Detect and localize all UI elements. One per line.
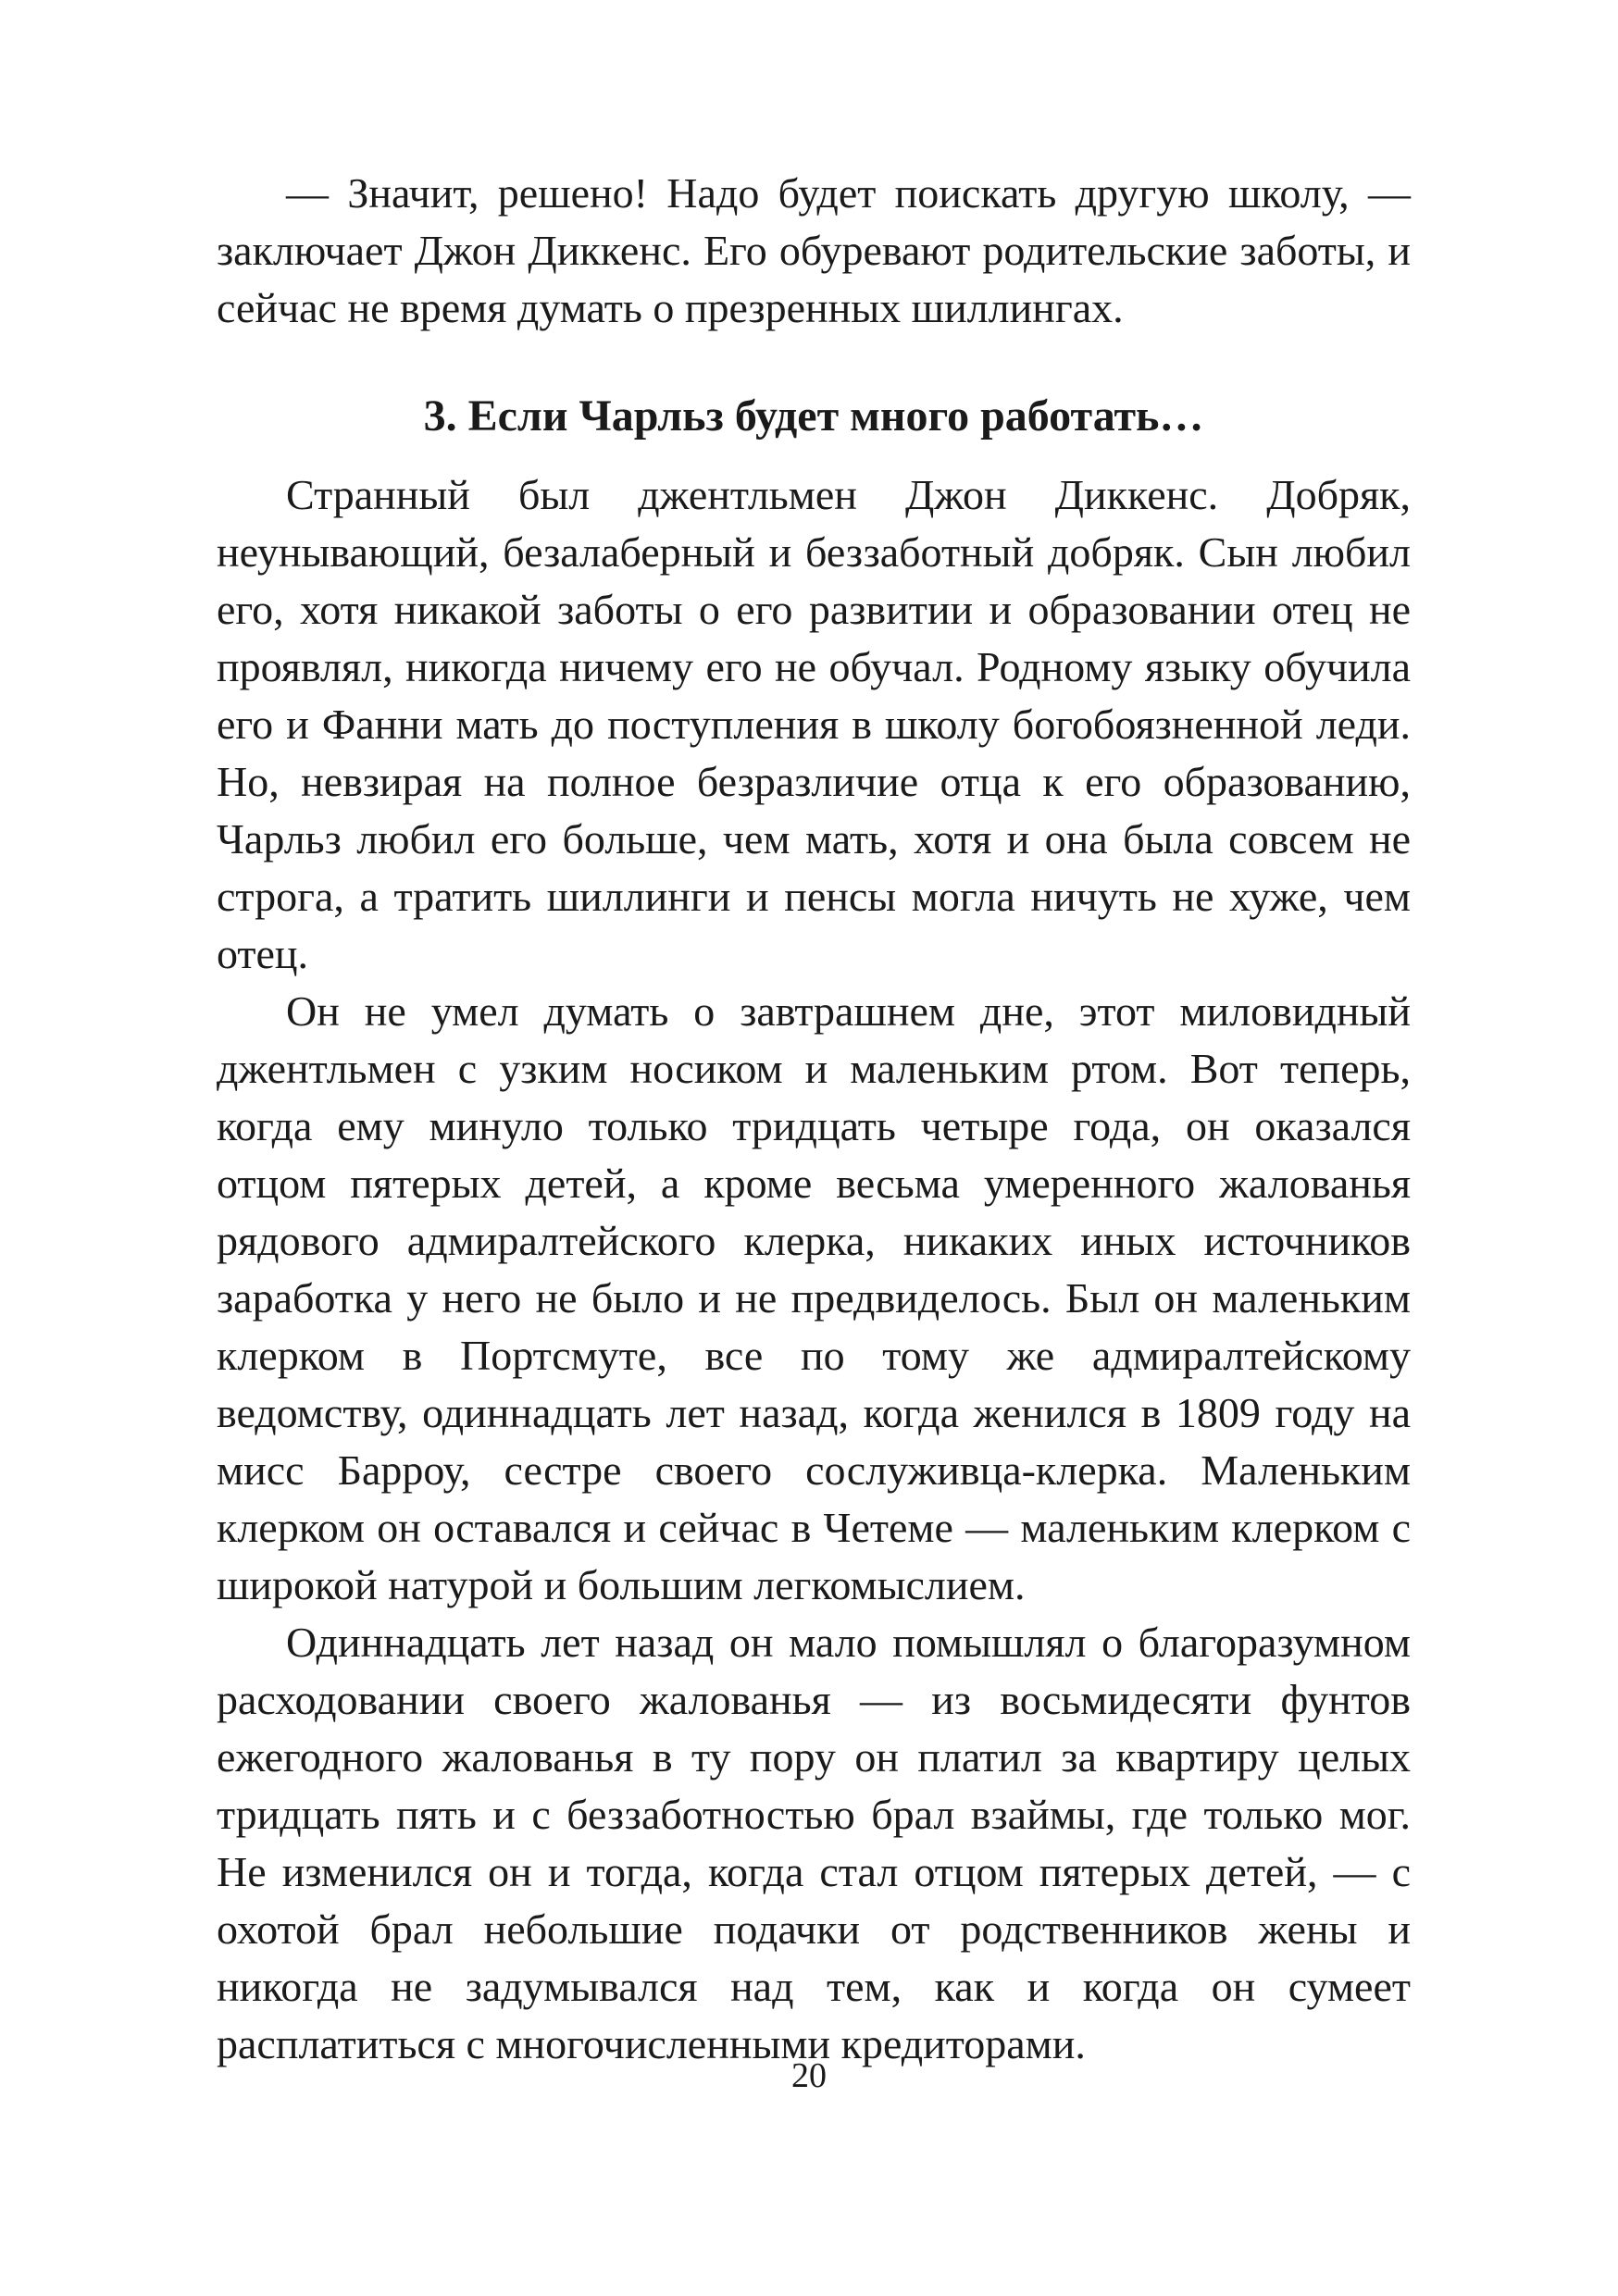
paragraph: Одиннадцать лет назад он мало помышлял о благоразумном расходовании своего жалованья — из восьмидесяти фунтов ежегодного жалованья в ту пору он платил за квартиру целых тридцать пять и с беззаботностью брал взаймы, где только мог. Не изменился он и тогда, когда стал отцом пятерых детей, — с охотой брал небольшие подачки от родственников жены и никогда не задумывался над тем, как и когда он сумеет расплатиться с многочисленными кредиторами.: [217, 1619, 1411, 2067]
opening-paragraph: — Значит, решено! Надо будет поискать другую школу, — заключает Джон Диккенс. Его обуревают родительские заботы, и сейчас не время думать о презренных шиллингах.: [217, 169, 1411, 331]
paragraph: Странный был джентльмен Джон Диккенс. Добряк, неунывающий, безалаберный и беззаботный добряк. Сын любил его, хотя никакой заботы о его развитии и образовании отец не проявлял, никогда ничему его не обучал. Родному языку обучила его и Фанни мать до поступления в школу богобоязненной леди. Но, невзирая на полное безразличие отца к его образованию, Чарльз любил его больше, чем мать, хотя и она была совсем не строга, а тратить шиллинги и пенсы могла ничуть не хуже, чем отец.: [217, 471, 1411, 977]
paragraph: Он не умел думать о завтрашнем дне, этот миловидный джентльмен с узким носиком и маленьким ртом. Вот теперь, когда ему минуло только тридцать четыре года, он оказался отцом пятерых детей, а кроме весьма умеренного жалованья рядового адмиралтейского клерка, никаких иных источников заработка у него не было и не предвиделось. Был он маленьким клерком в Портсмуте, все по тому же адмиралтейскому ведомству, одиннадцать лет назад, когда женился в 1809 году на мисс Барроу, сестре своего сослуживца-клерка. Маленьким клерком он оставался и сейчас в Четеме — маленьким клерком с широкой натурой и большим легкомыслием.: [217, 987, 1411, 1608]
page-number: 20: [791, 2056, 827, 2095]
section-body: [217, 466, 1411, 2073]
opening-text: [217, 165, 1411, 337]
section-heading: 3. Если Чарльз будет много работать…: [423, 391, 1204, 441]
